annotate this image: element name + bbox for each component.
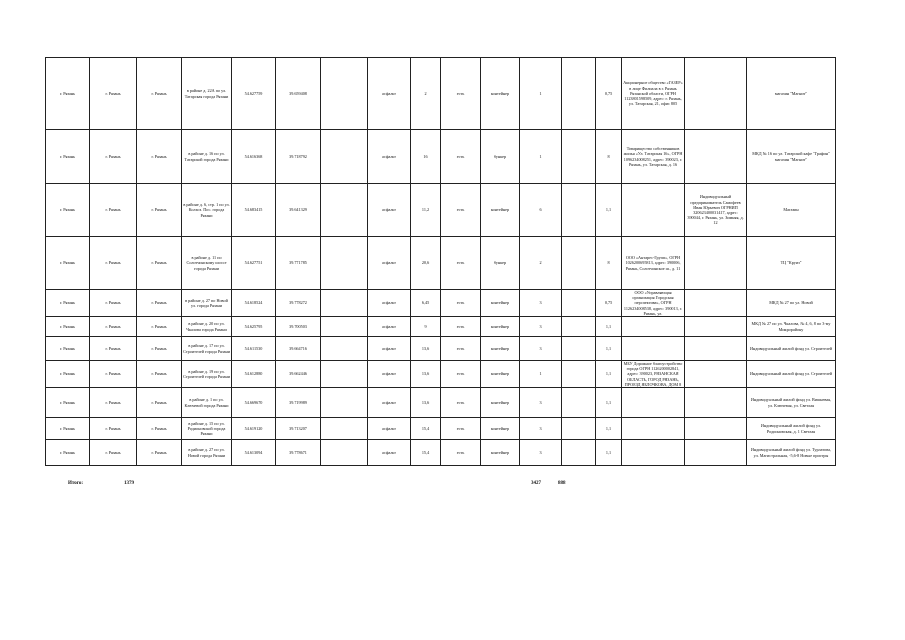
cell-region: г. Рязань	[46, 418, 90, 440]
cell-volume: 1,1	[596, 388, 622, 418]
cell-area: 13,6	[411, 388, 441, 418]
cell-longitude: 39.659408	[276, 58, 321, 130]
cell-fence: есть	[441, 440, 481, 466]
cell-region: г. Рязань	[46, 361, 90, 388]
cell-count: 3	[520, 440, 562, 466]
cell-container-kind: контейнер	[481, 388, 520, 418]
cell-volume: 8	[596, 130, 622, 184]
cell-surface: асфальт	[368, 58, 411, 130]
cell-owner: ООО «Антарес-Групп», ОГРН 1026200695813, адрес: 390006, Рязань, Солотчинское ш., д. 11	[622, 237, 685, 290]
cell-surface: асфальт	[368, 337, 411, 361]
cell-surface: асфальт	[368, 440, 411, 466]
cell-longitude: 39.713207	[276, 418, 321, 440]
cell-empty	[321, 58, 368, 130]
cell-count: 1	[520, 58, 562, 130]
cell-address: в районе д. 6, стр. 1 по ул. Колхоз. Пос. города Рязани	[182, 184, 232, 237]
cell-empty	[321, 361, 368, 388]
cell-fence: есть	[441, 361, 481, 388]
table-row	[46, 184, 836, 237]
table-row	[46, 440, 836, 466]
cell-latitude: 54.627759	[232, 58, 276, 130]
cell-owner	[622, 184, 685, 237]
cell-city: г. Рязань	[137, 317, 182, 337]
cell-container-kind: контейнер	[481, 337, 520, 361]
cell-area: 6,45	[411, 290, 441, 317]
cell-sources: Индивидуальный жилой фонд ул. Турлатова, ул. Магистральная, -5,6-8 Новые пристры	[747, 440, 836, 466]
cell-sources: магазин "Магнит"	[747, 58, 836, 130]
cell-empty	[562, 317, 596, 337]
cell-count: 2	[520, 237, 562, 290]
cell-volume: 0,75	[596, 58, 622, 130]
cell-container-kind: контейнер	[481, 290, 520, 317]
cell-surface: асфальт	[368, 418, 411, 440]
table-row	[46, 418, 836, 440]
cell-empty	[321, 290, 368, 317]
cell-fence: есть	[441, 337, 481, 361]
cell-volume: 1,1	[596, 317, 622, 337]
cell-city: г. Рязань	[137, 184, 182, 237]
cell-surface: асфальт	[368, 361, 411, 388]
cell-volume: 1,1	[596, 418, 622, 440]
cell-region: г. Рязань	[46, 388, 90, 418]
cell-city: г. Рязань	[137, 337, 182, 361]
cell-address: в районе д. 17 по ул. Строителей города Рязани	[182, 337, 232, 361]
cell-container-kind: бункер	[481, 130, 520, 184]
cell-address: в районе д. 22А по ул. Татарская города Рязани	[182, 58, 232, 130]
cell-owner	[622, 337, 685, 361]
cell-owner-ip	[685, 290, 747, 317]
cell-region: г. Рязань	[46, 130, 90, 184]
cell-owner: ООО «Управляющая организация Городская перспектива», ОГРН 1126234008538, адрес: 390013, г. Рязань, ул.	[622, 290, 685, 317]
cell-city: г. Рязань	[137, 418, 182, 440]
cell-owner-ip	[685, 237, 747, 290]
totals-count: 3427	[531, 481, 541, 486]
cell-volume: 1,1	[596, 184, 622, 237]
cell-count: 3	[520, 337, 562, 361]
cell-empty	[321, 317, 368, 337]
cell-empty	[562, 337, 596, 361]
cell-count: 3	[520, 388, 562, 418]
cell-fence: есть	[441, 290, 481, 317]
cell-address: в районе д. 20 по ул. Чкалова города Рязани	[182, 317, 232, 337]
totals-area: 1379	[124, 481, 134, 486]
cell-owner	[622, 418, 685, 440]
cell-longitude: 39.771785	[276, 237, 321, 290]
cell-container-kind: контейнер	[481, 58, 520, 130]
cell-fence: есть	[441, 130, 481, 184]
cell-container-kind: контейнер	[481, 184, 520, 237]
cell-container-kind: контейнер	[481, 361, 520, 388]
cell-count: 3	[520, 418, 562, 440]
cell-owner	[622, 317, 685, 337]
cell-container-kind: контейнер	[481, 317, 520, 337]
cell-address: в районе д. 16 по ул. Татарской города Рязани	[182, 130, 232, 184]
cell-empty	[321, 418, 368, 440]
cell-owner-ip	[685, 337, 747, 361]
cell-area: 13,6	[411, 337, 441, 361]
table-row	[46, 237, 836, 290]
cell-area: 16	[411, 130, 441, 184]
table-row	[46, 361, 836, 388]
cell-district: г. Рязань	[90, 184, 137, 237]
cell-region: г. Рязань	[46, 337, 90, 361]
cell-district: г. Рязань	[90, 290, 137, 317]
cell-count: 3	[520, 317, 562, 337]
cell-latitude: 54.616368	[232, 130, 276, 184]
cell-sources: МКД № 27 по ул. Новой	[747, 290, 836, 317]
cell-empty	[321, 130, 368, 184]
cell-district: г. Рязань	[90, 337, 137, 361]
cell-address: в районе д. 11 по Солотчинскому шоссе города Рязани	[182, 237, 232, 290]
cell-area: 2	[411, 58, 441, 130]
cell-sources: Магазин	[747, 184, 836, 237]
cell-owner-ip	[685, 440, 747, 466]
cell-owner	[622, 440, 685, 466]
cell-sources: Индивидуальный жилой фонд ул. Вишневая, ул. Ключевая, ул. Светлая	[747, 388, 836, 418]
cell-latitude: 54.625795	[232, 317, 276, 337]
cell-district: г. Рязань	[90, 237, 137, 290]
cell-fence: есть	[441, 388, 481, 418]
cell-latitude: 54.613094	[232, 440, 276, 466]
cell-owner	[622, 388, 685, 418]
cell-latitude: 54.669670	[232, 388, 276, 418]
cell-address: в районе д. 15 по ул. Родионовской города Рязани	[182, 418, 232, 440]
cell-area: 20,6	[411, 237, 441, 290]
cell-latitude: 54.611530	[232, 337, 276, 361]
cell-fence: есть	[441, 184, 481, 237]
cell-surface: асфальт	[368, 237, 411, 290]
cell-owner-ip	[685, 130, 747, 184]
cell-empty	[321, 337, 368, 361]
cell-latitude: 54.619120	[232, 418, 276, 440]
cell-longitude: 39.778272	[276, 290, 321, 317]
cell-latitude: 54.627751	[232, 237, 276, 290]
cell-surface: асфальт	[368, 290, 411, 317]
cell-volume: 0,75	[596, 290, 622, 317]
cell-region: г. Рязань	[46, 237, 90, 290]
cell-empty	[562, 184, 596, 237]
cell-latitude: 54.683415	[232, 184, 276, 237]
cell-sources: МКД № 27 по ул. Чкалова, № 4, 6, 8 по 3-му Микрорайону	[747, 317, 836, 337]
cell-fence: есть	[441, 317, 481, 337]
cell-district: г. Рязань	[90, 388, 137, 418]
table-row	[46, 130, 836, 184]
cell-owner-ip	[685, 361, 747, 388]
cell-address: в районе д. 27 по ул. Новой города Рязани	[182, 440, 232, 466]
cell-region: г. Рязань	[46, 290, 90, 317]
cell-volume: 1,1	[596, 337, 622, 361]
cell-empty	[321, 440, 368, 466]
cell-fence: есть	[441, 237, 481, 290]
cell-longitude: 39.700503	[276, 317, 321, 337]
cell-longitude: 39.662446	[276, 361, 321, 388]
cell-container-kind: бункер	[481, 237, 520, 290]
cell-region: г. Рязань	[46, 317, 90, 337]
cell-sources: Индивидуальный жилой фонд ул. Строителей	[747, 337, 836, 361]
cell-area: 15,4	[411, 418, 441, 440]
cell-area: 9	[411, 317, 441, 337]
cell-city: г. Рязань	[137, 361, 182, 388]
cell-empty	[562, 130, 596, 184]
cell-owner-ip	[685, 58, 747, 130]
cell-empty	[562, 440, 596, 466]
cell-sources: Индивидуальный жилой фонд ул. Родионовская, д. 1 Светлая	[747, 418, 836, 440]
cell-city: г. Рязань	[137, 290, 182, 317]
cell-container-kind: контейнер	[481, 418, 520, 440]
cell-latitude: 54.618524	[232, 290, 276, 317]
cell-empty	[321, 184, 368, 237]
cell-volume: 8	[596, 237, 622, 290]
cell-fence: есть	[441, 418, 481, 440]
table-row	[46, 58, 836, 130]
cell-surface: асфальт	[368, 184, 411, 237]
table-row	[46, 337, 836, 361]
cell-city: г. Рязань	[137, 130, 182, 184]
cell-owner-ip: Индивидуальный предприниматель Самофеев Иван Юрьевич ОГРНИП 320623400031417, адрес: 390044, г. Рязань, ул. Зимняя, д. 12	[685, 184, 747, 237]
cell-longitude: 39.718792	[276, 130, 321, 184]
cell-empty	[562, 290, 596, 317]
cell-count: 6	[520, 184, 562, 237]
cell-region: г. Рязань	[46, 184, 90, 237]
cell-district: г. Рязань	[90, 440, 137, 466]
cell-owner-ip	[685, 317, 747, 337]
cell-empty	[562, 361, 596, 388]
table-row	[46, 317, 836, 337]
cell-count: 1	[520, 130, 562, 184]
cell-volume: 1,1	[596, 361, 622, 388]
cell-volume: 1,1	[596, 440, 622, 466]
cell-address: в районе д. 19 по ул. Строителей города Рязани	[182, 361, 232, 388]
cell-owner-ip	[685, 388, 747, 418]
cell-city: г. Рязань	[137, 388, 182, 418]
cell-longitude: 39.641329	[276, 184, 321, 237]
cell-sources: ТЦ "Круиз"	[747, 237, 836, 290]
registry-table	[45, 57, 836, 466]
cell-owner: Товарищество собственников жилья «Ул. Татарская 16», ОГРН 1096234008251, адрес: 390023, г. Рязань, ул. Татарская, д. 16	[622, 130, 685, 184]
cell-owner-ip	[685, 418, 747, 440]
cell-surface: асфальт	[368, 388, 411, 418]
cell-district: г. Рязань	[90, 418, 137, 440]
table-row	[46, 290, 836, 317]
cell-city: г. Рязань	[137, 58, 182, 130]
cell-surface: асфальт	[368, 130, 411, 184]
cell-empty	[562, 58, 596, 130]
cell-longitude: 39.664716	[276, 337, 321, 361]
cell-region: г. Рязань	[46, 58, 90, 130]
cell-empty	[562, 418, 596, 440]
totals-volume: 888	[558, 481, 566, 486]
cell-fence: есть	[441, 58, 481, 130]
cell-district: г. Рязань	[90, 130, 137, 184]
cell-empty	[321, 237, 368, 290]
cell-district: г. Рязань	[90, 58, 137, 130]
cell-count: 3	[520, 290, 562, 317]
cell-area: 15,4	[411, 440, 441, 466]
cell-region: г. Рязань	[46, 440, 90, 466]
cell-count: 1	[520, 361, 562, 388]
cell-surface: асфальт	[368, 317, 411, 337]
cell-area: 11,2	[411, 184, 441, 237]
totals-row	[45, 481, 835, 489]
cell-sources: Индивидуальный жилой фонд ул. Строителей	[747, 361, 836, 388]
cell-address: в районе д. 1 по ул. Ключевой города Рязани	[182, 388, 232, 418]
cell-longitude: 39.778671	[276, 440, 321, 466]
cell-owner: МБУ Дорожное благоустройство города ОГРН 1126200002841, адрес: 390023, РЯЗАНСКАЯ ОБЛАСТЬ, ГОРОД РЯЗАНЬ, ПРОЕЗД ЯБЛОЧКОВА, ДОМ 8	[622, 361, 685, 388]
cell-owner: Акционерное общество «ГАЗЕР» в лице Филиала в г. Рязань Рязанской области, ОГРН 1123801598509, адрес: г. Рязань, ул. Татарская, 21, офис 805	[622, 58, 685, 130]
cell-sources: МКД № 16 по ул. Татарской кафе "Графин" магазин "Магнит"	[747, 130, 836, 184]
cell-city: г. Рязань	[137, 440, 182, 466]
totals-label: Итого:	[68, 481, 84, 486]
cell-district: г. Рязань	[90, 361, 137, 388]
cell-longitude: 39.719989	[276, 388, 321, 418]
cell-empty	[562, 388, 596, 418]
cell-container-kind: контейнер	[481, 440, 520, 466]
cell-address: в районе д. 27 по Новой ул. города Рязани	[182, 290, 232, 317]
cell-latitude: 54.612880	[232, 361, 276, 388]
cell-area: 13,6	[411, 361, 441, 388]
cell-empty	[562, 237, 596, 290]
cell-city: г. Рязань	[137, 237, 182, 290]
cell-empty	[321, 388, 368, 418]
cell-district: г. Рязань	[90, 317, 137, 337]
table-row	[46, 388, 836, 418]
